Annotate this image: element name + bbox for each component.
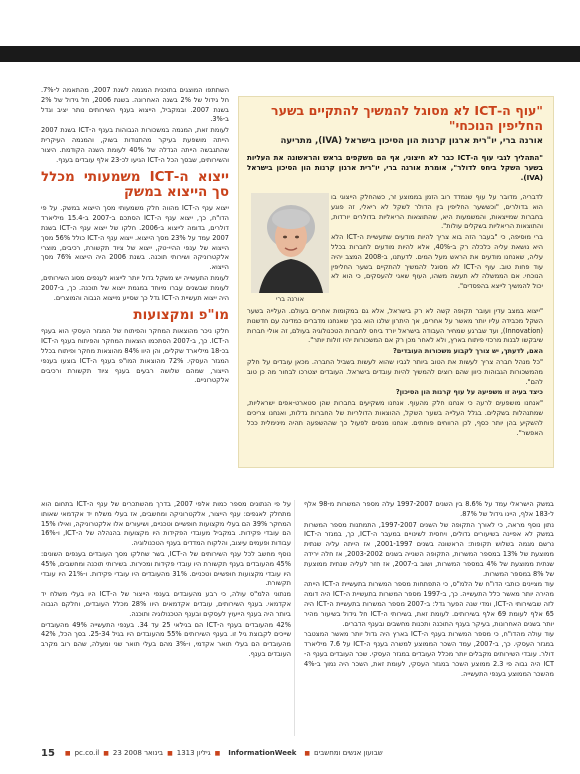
body-paragraph: נתון נוסף מראה, כי לאורך התקופה של השנים 1997-2007, התמתנות מספר המשרות במשק לא אפיינה בשיעורים גדולים, ויחסית לשינויים במעבר ה-ICT, כך, במגזר ה-ICT נרשם מגמה בשלוש תקופות: הראשונה בשנים 2001-1997, אז הייתה עליה שנתית ממוצעת של 13% במספר המשרות, התקופה השנייה בשנים 2003-2002, אז חלה ירידה שנתית ממוצעת של 4% במספר המשרות, ושוב ב-2007, אז חזר לעליה שנתית ממוצעת של 8% במספר המשרות. <box>304 520 554 578</box>
section-heading: ייצוא ה-ICT משמעותי מכלל סך הייצוא במשק <box>41 169 229 201</box>
feature-paragraph: "ייצוא במצב עדין ועובר תקופה קשה לא רק בישראל, אלא גם במקומות אחרים בעולם. העלייה בשער השקל מכבידה עליו יותר מאשר על אחרים, אך היתרון שלנו הוא בכך שאנחנו מדברים כמדינה עם חדשנות (Innovation), ועד שברגע שמחיר העבודה בישראל יורד ביחס לחברות הטכנולוגיה בעולם, זה אולי חברות שיבקשו לבנות מרכזי פיתוח בארץ, ולא לאחר מכן רק אם המשכורות יהיו זולות יותר". <box>247 307 543 345</box>
bullet-icon: ■ <box>167 749 173 757</box>
feature-answer: "אנחנו מושפעים לרעה כי אנחנו חלק מהעוף. אנחנו משקיעים בחברות שהן סטארט-אפים ישראליות, שמתנהלות בשקלים. בגלל העלייה בשער השקל, ההוצאות הדולריות של החברות גדלות, ואנחנו צריכים להשקיע בהן יותר כסף, לכן הרווחים פוחתים. אנחנו מנסים לפעול כך שההשפעה תהיה מינימלית ככל האפשר". <box>247 399 543 437</box>
body-paragraph: מנתוני הלמ"ס עולה, כי רבע מהעובדים בענפי הייצור של ה-ICT היו בעלי משלח יד אקדמאי. בענף השירותים, עובדים אקדמאים היוו 28% מכלל העובדים, וחלקם הגבוה ביותר היה בענף הייעוץ לעסקים ובענף הטכנולוגיה ותוכנה. <box>41 590 291 618</box>
page-footer <box>41 746 554 760</box>
body-paragraph: על פי הנתונים מספר כמות אלפי 2007, בדרך מהשתכרים של ענף ה-ICT בתחום הוא מתחלק לאגפים: ענף הייצור, אלקטרוניקה ומחשבים, אז בעלי משלח יד אקדמאי שאותו המחקר 39% הם בעלי מקצועות חופשיים וטכניים, ושיעורים אלו אלקטרוניקה, ואילו 15% הם עובדי פקידות. במקביל מעובדי הפקידות היו מקצועות בהנהלה של ה-ICT, ו-16% עבודות ופעמים עיצוב, והלקוח המדדים בענף הטכנולוגיה. <box>41 500 291 548</box>
top-bar <box>0 0 580 62</box>
bullet-icon: ■ <box>304 749 311 757</box>
page-number: 15 <box>41 747 55 759</box>
bottom-columns <box>41 500 554 736</box>
feature-box <box>238 96 554 468</box>
footer-issue: גיליון 1313 <box>176 749 211 757</box>
footer-tagline: שבועון אנשים ומחשבים <box>314 749 383 757</box>
body-paragraph: עוד מציינים כותבי הדו"ח של הלמ"ס, כי התפתחות מספר המשרות בתעשיית ה-ICT הייתה מהירה יותר מאשר כלל התעשייה. כך, ב-1997 מספר המשרות בתעשיית ה-ICT היה דומה לזה שבשירותי ה-ICT, ומדי שנה הפער גדל: ב-2007 מספר המשרות בתעשיית ה-ICT היה 65 אלף לעומת 69 אלף בשירותים. לעומת זאת, בשירותי ה-ICT חל גידול בשיעור מהיר יותר בשנים האחרונות, בעיקר בענף התוכנה ותכנות מחשבים ובענף הדברים. <box>304 580 554 628</box>
bullet-icon: ■ <box>214 749 221 757</box>
feature-title: "עוף ה-ICT לא מסוגל להמשיך להתקיים בשער החליפין הנוכחי" <box>271 103 543 133</box>
body-paragraph: נוסף מחשב לכל ענף השירותים של ה-ICT, בשר שחלקו מסך העובדים בענפים השונים: 45% מהעובדים בענף תקשורת היו עובדי פקידות ומכירות. בשירותי תוכנה ומחשבים, 45% היו עובדי מקצועות חופשיים וטכניים. 31% מהעובדים היו עובדי פקידות. ו-21% היו עובדי תקשורת. <box>41 549 291 588</box>
feature-intro: "התהליך לגבי עוף ה-ICT כבר לא חיצוני, אף הם משקפים בראש והראשונה את העליות בשער השקל ביחס לדולר", אומרת אורנה ברי, יו"רית ארגון קרנות הון הסיכון בישראל (IVA). <box>247 153 543 182</box>
footer-date: 23 בינואר 2008 <box>112 749 164 757</box>
footer-brand: InformationWeek <box>228 749 297 757</box>
header-band <box>0 46 580 62</box>
feature-paragraph: ברי מוסיפה, כי "בעבר הזה בוא צריך להיות מודעים שתעשיית ה-ICT הלא היא נושאת עליה כלכלה רק ב-40%, אלא להיות מודעים לחברות בכלל עליה, שאנחנו מודעים את הראש מעל המים. לדעתנו, ב-2008 המצב יהיה עוד פחות טוב. עוף ה-ICT לא מסוגל להמשיך להתקיים בשער החליפין הנוכחי. אם הממשלה לא תעשה משהו, העוף שאני להעסקים, כי הוא לא יכול להמשיך לייצא בהפסדים". <box>331 233 544 291</box>
left-column <box>41 86 229 506</box>
body-paragraph: עוד עולה מהדו"ח, כי מספר המשרות בענף ה-ICT בארץ היה גדול יותר מאשר המצטבר במגזר העסקי. כך, ב-2007, עמד השכר הממוצע למשרה בענף ה-ICT על 7.6 מיליארד דולר. עובדי השירותים מקבלים יותר מכלל העובדים במגזר העסקי. שכר העובדים בענף ה-ICT היה גבוה פי 2.3 ממוצע השכר במגזר העסקי, לעומת זאת, השכר היה נמוך ב-4% מהשכר הממוצע בענפי התעשייה. <box>304 630 554 678</box>
column-divider <box>294 500 295 736</box>
bottom-left-column <box>41 500 291 736</box>
body-paragraph: 42% מהעובדים בענף ה-ICT הם בגילאי 25 עד 34. בענפי התעשייה 49% מהעובדים שייכים לקבוצת גיל זו. בענף השירותים 55% מהעובדים היו בגיל 25-34. בסך הכל, 42% מהעובדים הם בעלי תואר אקדמי, ו-3% מהם בעלי תואר שני ומעלה, שהם רוב מקרב העובדים בענף. <box>41 620 291 658</box>
portrait-image <box>251 193 329 293</box>
left-paragraph: השתתפו המוצגים בתוכנית המגמה לשנת 2007, מהתאמה ל-7%. חל גידול של 2% בשנה האחרונה. בשנת 2006, חל גידול של 2% בשנת 2007. ובמקביל, הייצוא בענף השירותים נותר יציב וגדל ב-3%. <box>41 86 229 124</box>
feature-paragraph: לדבריה, מדובר על עוף שנמדד רוב הזמן בממוצע זר, כשהחלק הייצוגי בו הוא בדולרים, "וכששער החליפין בין הדולר לשקל לא ריאלי, זה פוגע בחברות שמייצאות, והמשמעות היא, שהתוצאות הריאליות בדולרים יורדות, והתוצאות הריאליות בשקלים עולות". <box>331 193 543 231</box>
photo-caption: אורנה ברי <box>276 295 304 303</box>
bullet-icon: ■ <box>103 749 109 757</box>
feature-answer: "כל מנהל חברה צריך לעשות את הטוב ביותר לגביו שהוא לעשות בשביל החברה. מכאן עובדים על חלק מהמשכורות הגבוהות כיוון שהם רוצים להמשיך להיות עובדים בישראל. העובדים יצטרכו לבחור מה כן טוב להם". <box>247 357 543 386</box>
left-paragraph: חלקו ניכר מהוצאות המחקר והפיתוח של המגזר העסקי הוא בענף ה-ICT. כך, ב-2007 הסתכמו הוצאות המחקר והפיתוח בענף ה-ICT בכ-18 מיליארד שקלים, והן היוו 84% מהוצאות מחקר ופיתוח בכלל המגזר העסקי. 72% מהוצאות המו"פ בענף ה-ICT בוצעו בענפי הייצור, שמהם שלושה רבעים בענף ציוד תקשורת ורכיבים אלקטרוניים. <box>41 327 229 385</box>
feature-byline: אורנה ברי, יו"רית ארגון קרנות הון הסיכון בישראל (IVA), מתריעה <box>280 136 543 146</box>
feature-question: האם, לדעתך, יש צורך לקבוע משכורות העובדים? <box>392 347 543 356</box>
feature-question: כיצד בעיה זו משפיעה על עוף קרנות הון הסיכון? <box>395 388 543 397</box>
left-paragraph: לעומת זאת, המגמה במשכורות הגבוהות בענף ה-ICT בשנת 2007 הייתה מושפעת בעיקר מהתנודות בשוק, והמגמה העיקרית שהתגבשה הייתה הגדלה של 40% לעומת השנה הקודמת. היצור והשירותים, שבסך הכל ה-ICT הגיעו לכ-23 אלף עובדים בענף. <box>41 126 229 164</box>
bottom-right-column <box>304 500 554 736</box>
left-paragraph: ייצוא ענף ה-ICT מהווה חלק משמעותי מסך הייצוא במשק. על פי הדו"ח, כך, ייצוא ענף ה-ICT הסתכם ב-2007 ב-15.4 מיליארד דולרים, בדומה לייצוא ב-2006. חלקו של ייצוא ענף ה-ICT בשנת 2007 עמד על 23% מסך הייצוא. ייצוא ענף ה-ICT כולל 56% מסך הייצוא של ענפי ההיי-טק, ייצוא של ציוד תקשורת, רכיבים, מוצרי אלקטרוניקה ושירותי תוכנה. בשנת 2006 היה הייצוא 76% מסך הייצוא. <box>41 204 229 272</box>
portrait-photo <box>251 193 329 293</box>
feature-body-bottom <box>247 307 543 463</box>
left-paragraph: לעומת התעשייה יש משקל גדול יותר לייצוא לענפים מסוג השירותים, לעומת שבשנים עברו מיוחד במגמת ייצוא של תוכנה. כך, ב-2007 היה ייצוא תעשיית ה-ICT גדל כך שסייע מייצוא הגבוה והמוצרים. <box>41 273 229 302</box>
footer-site: pc.co.il <box>74 749 100 757</box>
bullet-icon: ■ <box>64 749 71 757</box>
body-paragraph: במשק הישראלי עמד על 8.6% בין השנים 1997-2007 עלה מספר המשרות מ-98 אלף ל-183 אלף, היינו גידול של 87%. <box>304 500 554 518</box>
section-heading: מו"פ ומקצועות <box>133 307 229 324</box>
feature-body-top <box>331 193 543 293</box>
